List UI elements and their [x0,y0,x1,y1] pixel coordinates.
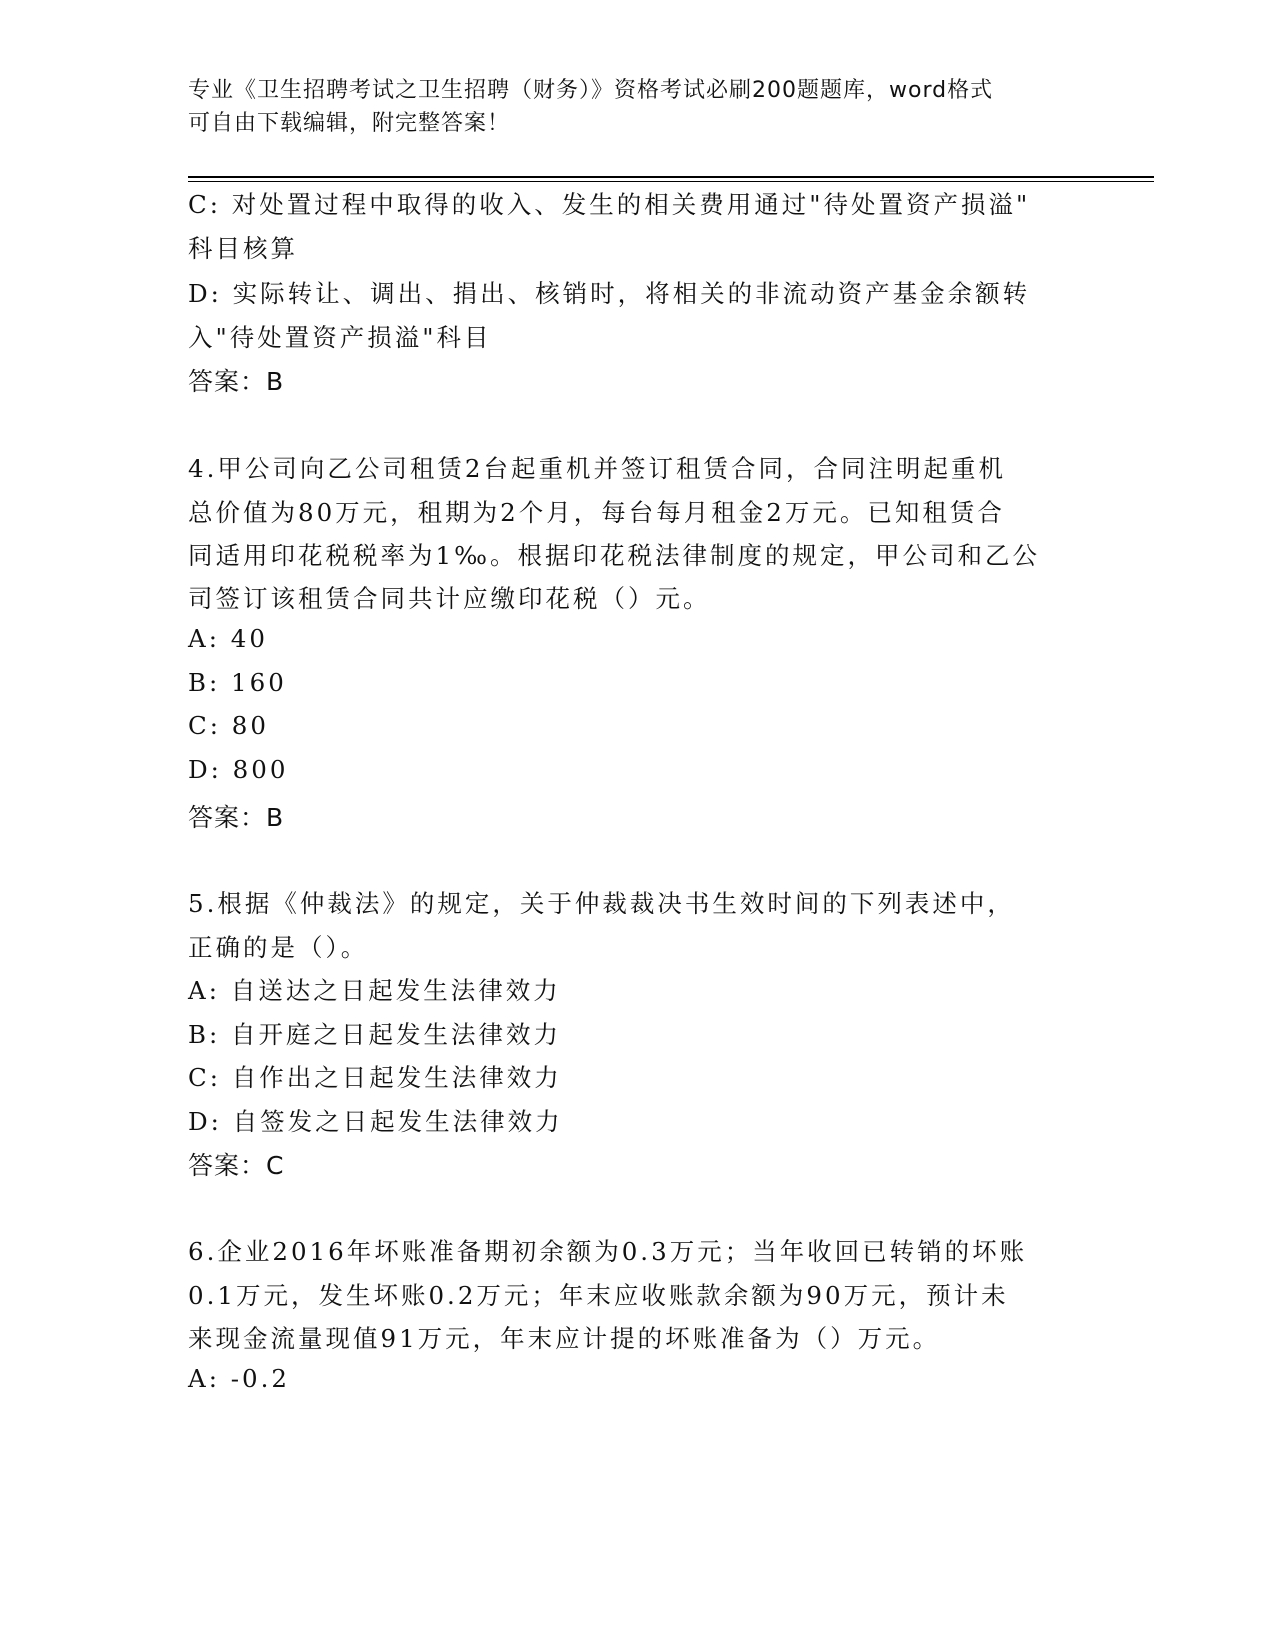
q4-option-d: D: 800 [188,755,289,784]
q5-stem-line-1: 5.根据《仲裁法》的规定，关于仲裁裁决书生效时间的下列表述中， [188,889,1015,918]
prev-option-c-line-1: C: 对处置过程中取得的收入、发生的相关费用通过"待处置资产损溢" [188,190,1031,219]
q4-option-c: C: 80 [188,711,269,740]
q4-option-a: A: 40 [188,624,268,653]
q6-stem-line-3: 来现金流量现值91万元，年末应计提的坏账准备为（）万元。 [188,1324,941,1353]
q5-stem-line-2: 正确的是（）。 [188,933,369,962]
q6-stem-line-2: 0.1万元，发生坏账0.2万元；年末应收账款余额为90万元，预计未 [188,1281,1009,1310]
q4-stem-line-4: 司签订该租赁合同共计应缴印花税（）元。 [188,584,711,613]
prev-option-c-line-2: 科目核算 [188,234,298,263]
q6-stem-line-1: 6.企业2016年坏账准备期初余额为0.3万元；当年收回已转销的坏账 [188,1237,1028,1266]
q5-option-a: A: 自送达之日起发生法律效力 [188,976,561,1005]
header-divider [188,176,1154,182]
header-title-line-2: 可自由下载编辑，附完整答案！ [188,111,511,136]
prev-answer: 答案：B [188,367,285,396]
header-title-line-1: 专业《卫生招聘考试之卫生招聘（财务）》资格考试必刷200题题库，word格式 [188,78,994,103]
q4-answer: 答案：B [188,803,285,832]
q6-option-a: A: -0.2 [188,1364,290,1393]
q5-option-b: B: 自开庭之日起发生法律效力 [188,1020,562,1049]
q4-stem-line-3: 同适用印花税税率为1‰。根据印花税法律制度的规定，甲公司和乙公 [188,541,1040,570]
q5-answer: 答案：C [188,1151,285,1180]
prev-option-d-line-2: 入"待处置资产损溢"科目 [188,323,492,352]
q5-option-d: D: 自签发之日起发生法律效力 [188,1107,563,1136]
q4-option-b: B: 160 [188,668,287,697]
q4-stem-line-2: 总价值为80万元，租期为2个月，每台每月租金2万元。已知租赁合 [188,498,1005,527]
q5-option-c: C: 自作出之日起发生法律效力 [188,1063,562,1092]
prev-option-d-line-1: D: 实际转让、调出、捐出、核销时，将相关的非流动资产基金余额转 [188,279,1031,308]
q4-stem-line-1: 4.甲公司向乙公司租赁2台起重机并签订租赁合同，合同注明起重机 [188,454,1006,483]
document-header [188,74,1088,140]
